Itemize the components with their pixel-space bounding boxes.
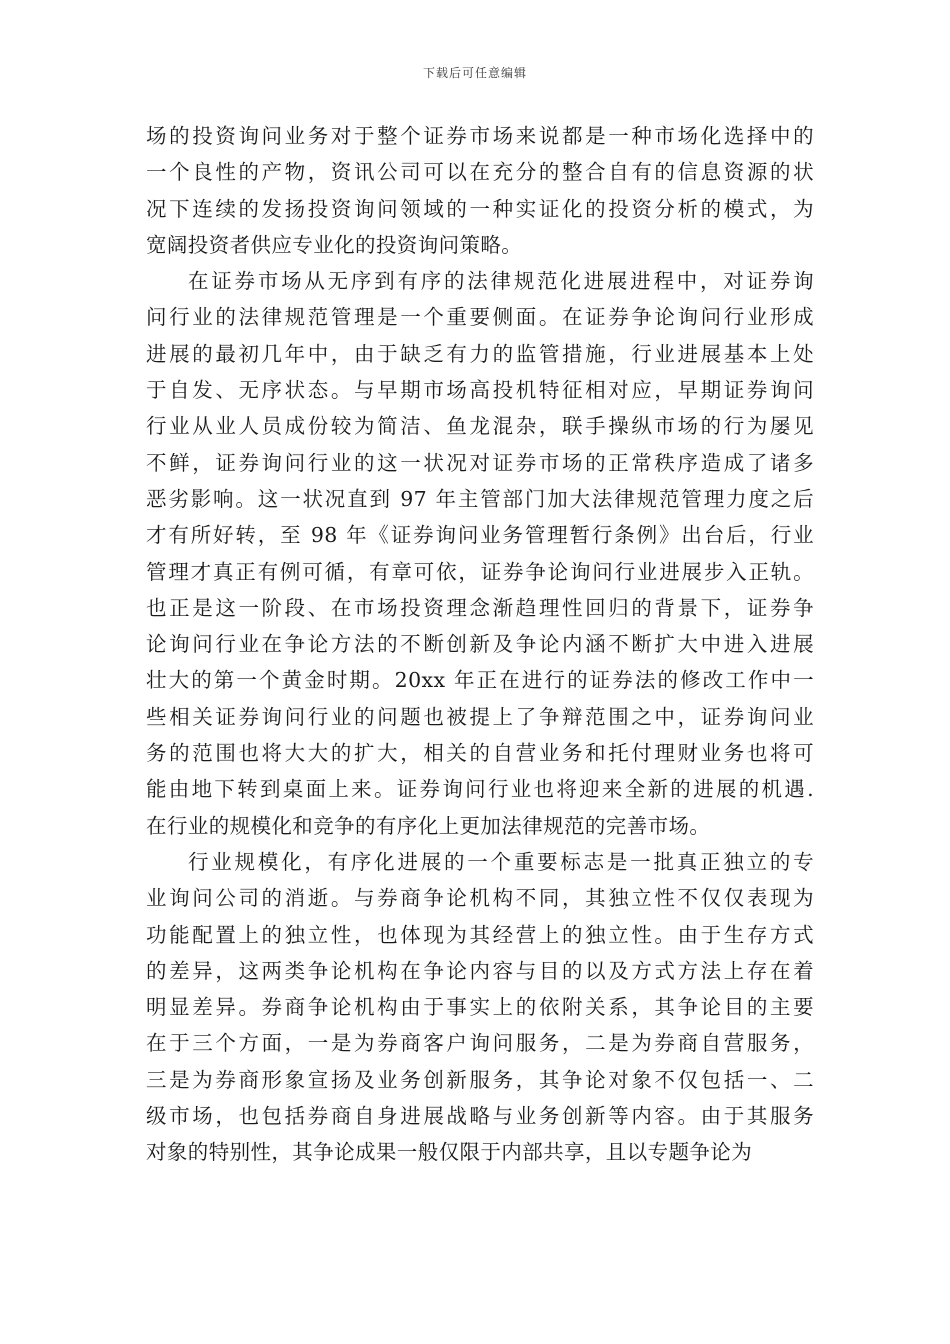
text-line: 行业从业人员成份较为简洁、鱼龙混杂，联手操纵市场的行为屡见 bbox=[146, 414, 814, 439]
text-line: 级市场，也包括券商自身进展战略与业务创新等内容。由于其服务 bbox=[146, 1104, 814, 1129]
text-line: 一个良性的产物，资讯公司可以在充分的整合自有的信息资源的状 bbox=[146, 160, 814, 185]
text-line: 宽阔投资者供应专业化的投资询问策略。 bbox=[146, 232, 523, 257]
text-line: 的差异，这两类争论机构在争论内容与目的以及方式方法上存在着 bbox=[146, 958, 814, 983]
text-line: 论询问行业在争论方法的不断创新及争论内涵不断扩大中进入进展 bbox=[146, 632, 814, 657]
text-line: 在行业的规模化和竞争的有序化上更加法律规范的完善市场。 bbox=[146, 813, 711, 838]
text-line: 进展的最初几年中，由于缺乏有力的监管措施，行业进展基本上处 bbox=[146, 341, 814, 366]
text-line: 不鲜，证券询问行业的这一状况对证券市场的正常秩序造成了诸多 bbox=[146, 450, 814, 475]
text-line: 业询问公司的消逝。与券商争论机构不同，其独立性不仅仅表现为 bbox=[146, 886, 814, 911]
page-header: 下载后可任意编辑 bbox=[422, 66, 527, 80]
text-line: 三是为券商形象宣扬及业务创新服务，其争论对象不仅包括一、二 bbox=[146, 1067, 814, 1092]
text-line: 些相关证券询问行业的问题也被提上了争辩范围之中，证券询问业 bbox=[146, 704, 814, 729]
paragraph bbox=[146, 118, 814, 263]
text-line: 管理才真正有例可循，有章可依，证券争论询问行业进展步入正轨。 bbox=[146, 559, 814, 584]
text-line: 功能配置上的独立性，也体现为其经营上的独立性。由于生存方式 bbox=[146, 922, 814, 947]
text-line: 明显差异。券商争论机构由于事实上的依附关系，其争论目的主要 bbox=[146, 995, 814, 1020]
text-line: 对象的特别性，其争论成果一般仅限于内部共享，且以专题争论为 bbox=[146, 1140, 753, 1165]
text-line: 恶劣影响。这一状况直到 97 年主管部门加大法律规范管理力度之后 bbox=[146, 486, 814, 511]
paragraph bbox=[146, 263, 814, 844]
text-line: 场的投资询问业务对于整个证券市场来说都是一种市场化选择中的 bbox=[146, 124, 814, 148]
text-line: 壮大的第一个黄金时期。20xx 年正在进行的证券法的修改工作中一 bbox=[146, 668, 814, 693]
text-line: 在证券市场从无序到有序的法律规范化进展进程中，对证券询 bbox=[188, 269, 814, 294]
text-line: 也正是这一阶段、在市场投资理念渐趋理性回归的背景下，证券争 bbox=[146, 595, 814, 620]
document-body bbox=[146, 118, 814, 1171]
text-line: 在于三个方面，一是为券商客户询问服务，二是为券商自营服务， bbox=[146, 1031, 814, 1056]
text-line: 行业规模化，有序化进展的一个重要标志是一批真正独立的专 bbox=[188, 849, 814, 874]
paragraph bbox=[146, 844, 814, 1171]
text-line: 务的范围也将大大的扩大，相关的自营业务和托付理财业务也将可 bbox=[146, 741, 814, 766]
text-line: 能由地下转到桌面上来。证券询问行业也将迎来全新的进展的机遇. bbox=[146, 777, 814, 802]
text-line: 问行业的法律规范管理是一个重要侧面。在证券争论询问行业形成 bbox=[146, 305, 814, 330]
text-line: 况下连续的发扬投资询问领域的一种实证化的投资分析的模式，为 bbox=[146, 196, 814, 221]
text-line: 于自发、无序状态。与早期市场高投机特征相对应，早期证券询问 bbox=[146, 378, 814, 403]
text-line: 才有所好转，至 98 年《证券询问业务管理暂行条例》出台后，行业 bbox=[146, 523, 814, 548]
